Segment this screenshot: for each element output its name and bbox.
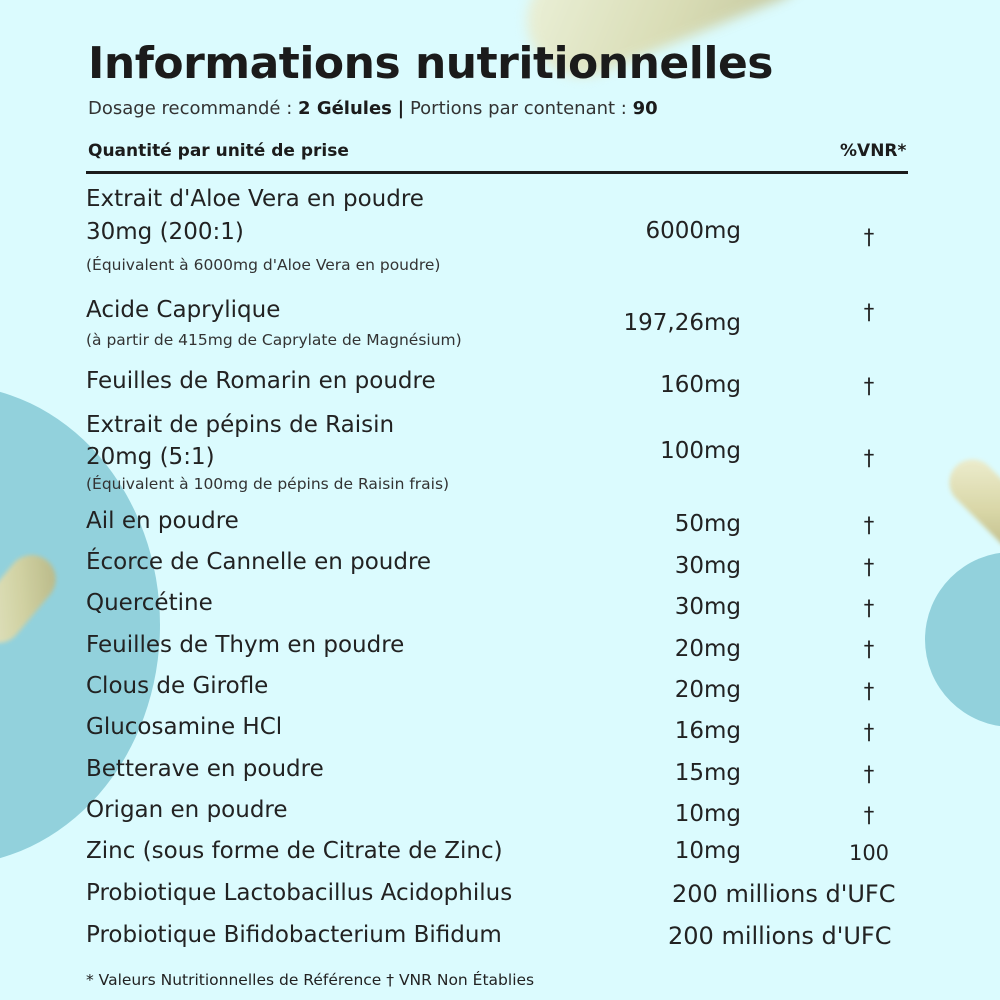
row-amount: 30mg (674, 594, 741, 620)
row-name: Feuilles de Thym en poudre (86, 632, 405, 658)
page-title: Informations nutritionnelles (88, 38, 773, 89)
row-name: Glucosamine HCl (86, 714, 283, 740)
row-vnr: † (863, 720, 875, 744)
row-name: Extrait de pépins de Raisin (86, 412, 395, 438)
row-amount: 160mg (660, 372, 741, 398)
row-amount: 20mg (674, 636, 741, 662)
row-name: Acide Caprylique (86, 297, 281, 323)
row-amount: 200 millions d'UFC (668, 922, 892, 950)
footnote: * Valeurs Nutritionnelles de Référence † VNR Non Établies (86, 971, 535, 989)
row-amount: 16mg (674, 718, 741, 744)
row-amount: 200 millions d'UFC (672, 880, 896, 908)
row-amount: 197,26mg (623, 310, 741, 336)
row-name: Origan en poudre (86, 797, 288, 823)
row-vnr: † (863, 225, 875, 249)
row-name: Probiotique Bifidobacterium Bifidum (86, 922, 502, 948)
row-amount: 100mg (660, 438, 741, 464)
row-amount: 10mg (674, 801, 741, 827)
row-name: Clous de Girofle (86, 673, 269, 699)
row-name: Quercétine (86, 590, 213, 616)
row-amount: 6000mg (645, 218, 741, 244)
header-divider (86, 171, 908, 174)
column-header-vnr: %VNR* (840, 141, 907, 161)
row-vnr: † (863, 803, 875, 827)
dosage-separator: | (397, 98, 405, 119)
dosage-value: 2 Gélules (298, 98, 392, 119)
dosage-label: Dosage recommandé : (88, 98, 293, 119)
row-amount: 50mg (674, 511, 741, 537)
row-vnr: † (863, 596, 875, 620)
row-vnr: † (863, 513, 875, 537)
row-amount: 20mg (674, 677, 741, 703)
row-vnr: † (863, 555, 875, 579)
row-vnr: † (863, 679, 875, 703)
row-vnr: 100 (848, 841, 890, 865)
row-name: Betterave en poudre (86, 756, 324, 782)
row-amount: 10mg (674, 838, 741, 864)
row-name-detail: 30mg (200:1) (86, 219, 244, 245)
row-note: (Équivalent à 100mg de pépins de Raisin frais) (86, 475, 450, 493)
row-note: (Équivalent à 6000mg d'Aloe Vera en poudre) (86, 256, 441, 274)
row-vnr: † (863, 637, 875, 661)
dosage-line (88, 98, 658, 119)
row-note: (à partir de 415mg de Caprylate de Magnésium) (86, 331, 462, 349)
row-name-detail: 20mg (5:1) (86, 444, 215, 470)
row-name: Zinc (sous forme de Citrate de Zinc) (86, 838, 503, 864)
row-name: Ail en poudre (86, 508, 239, 534)
row-vnr: † (863, 762, 875, 786)
row-name: Extrait d'Aloe Vera en poudre (86, 186, 424, 212)
row-name: Feuilles de Romarin en poudre (86, 368, 436, 394)
row-amount: 30mg (674, 553, 741, 579)
row-name: Probiotique Lactobacillus Acidophilus (86, 880, 513, 906)
row-name: Écorce de Cannelle en poudre (86, 549, 432, 575)
row-vnr: † (863, 374, 875, 398)
portions-value: 90 (632, 98, 658, 119)
column-header-quantity: Quantité par unité de prise (88, 141, 349, 161)
row-amount: 15mg (674, 760, 741, 786)
portions-label: Portions par contenant : (409, 98, 627, 119)
row-vnr: † (863, 446, 875, 470)
row-vnr: † (863, 300, 875, 324)
